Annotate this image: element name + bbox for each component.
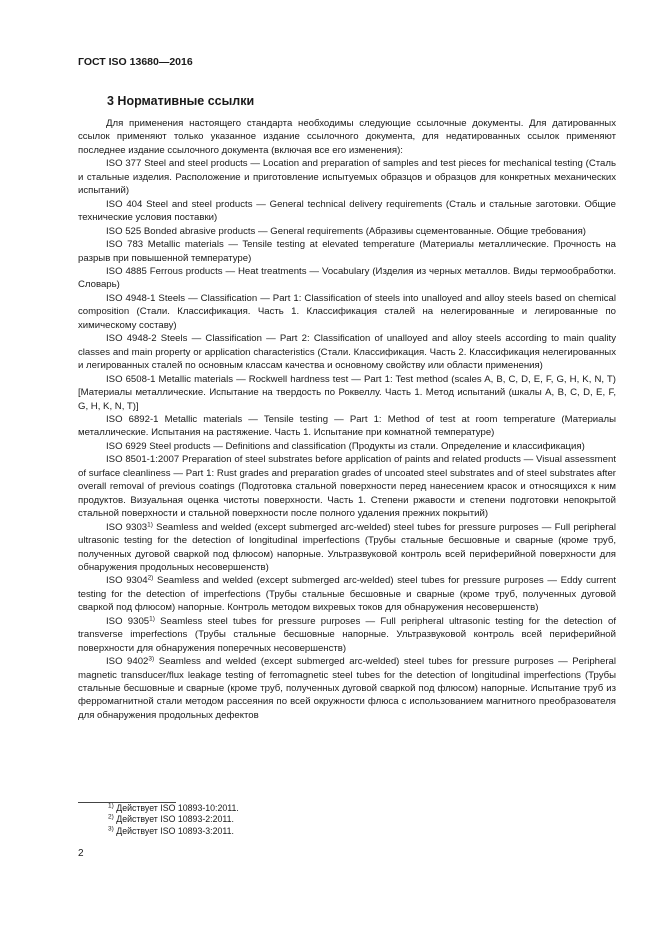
footnote-text: Действует ISO 10893-10:2011. — [116, 803, 239, 813]
reference-id: ISO 6508-1 — [106, 373, 156, 385]
reference-item — [78, 413, 616, 440]
reference-item — [78, 440, 616, 453]
reference-text: Steels — Classification — Part 1: Classification of steels into unalloyed and alloy steels based on chemical composition (Стали. Классификация. Часть 1. Классификация сталей на нелегированные и легированные по химическому составу) — [78, 292, 616, 331]
footnote-item — [108, 826, 239, 837]
reference-id: ISO 9303 — [106, 521, 148, 533]
footnote-mark: 1) — [108, 802, 114, 810]
reference-item — [78, 453, 616, 520]
reference-id: ISO 4948-2 — [106, 333, 157, 345]
footnote-mark: 3) — [108, 825, 114, 833]
reference-text: Seamless and welded (except submerged arc-welded) steel tubes for pressure purposes — Peripheral magnetic transducer/flux leakage testing of ferromagnetic steel tubes for the detection of longitudinal imperfections (Трубы стальные бесшовные и сварные (кроме труб, полученных дуговой сваркой под флюсом) напорные. Испытание труб из ферромагнитной стали методом рассеяния по всей окружности флюса с использованием магнитного преобразователя для обнаружения продольных дефектов — [78, 656, 616, 721]
reference-text: Steel and steel products — General technical delivery requirements (Сталь и стальные заготовки. Общие технические условия поставки) — [78, 198, 617, 224]
reference-id: ISO 525 — [106, 225, 142, 237]
section-body — [78, 117, 616, 722]
reference-item — [78, 225, 616, 238]
reference-item — [78, 574, 616, 614]
reference-item — [78, 332, 616, 372]
standard-header: ГОСТ ISO 13680—2016 — [78, 56, 193, 68]
footnote-marker: 1) — [147, 521, 153, 529]
reference-text: Preparation of steel substrates before application of paints and related products — Visual assessment of surface cleanliness — Part 1: Rust grades and preparation grades of uncoated steel substrates and of steel substrates after overall removal of previous coatings (Подготовка стальной поверхности перед нанесением красок и относящихся к ним продуктов. Визуальная оценка чистоты поверхности. Часть 1. Степени ржавости и степени подготовки непокрытой стальной поверхности и стальной поверхности после полного удаления прежних покрытий) — [78, 454, 616, 520]
reference-id: ISO 783 — [106, 239, 144, 251]
reference-item — [78, 655, 616, 722]
reference-id: ISO 6929 — [106, 440, 147, 452]
reference-item — [78, 615, 616, 655]
footnote-mark: 2) — [108, 813, 114, 821]
reference-id: ISO 9305 — [106, 615, 150, 627]
reference-text: Metallic materials — Rockwell hardness test — Part 1: Test method (scales A, B, C, D, E, F, G, H, K, N, T) [Материалы металлические. Испытание на твердость по Роквеллу. Часть 1. Метод испытаний (шкалы A, B, C, D, E, F, G, H, K, N, T)] — [78, 373, 616, 412]
reference-text: Bonded abrasive products — General requirements (Абразивы сцементованные. Общие требования) — [143, 225, 587, 237]
reference-text: Seamless steel tubes for pressure purposes — Full peripheral ultrasonic testing for the detection of transverse imperfections (Трубы стальные бесшовные напорные. Ультразвуковой контроль всей периферийной поверхности для обнаружения поперечных несовершенств) — [78, 615, 616, 654]
reference-text: Metallic materials — Tensile testing — Part 1: Method of test at room temperature (Материалы металлические. Испытания на растяжение. Часть 1. Испытание при комнатной температуре) — [78, 413, 616, 439]
reference-item — [78, 157, 616, 197]
reference-id: ISO 4885 — [106, 265, 147, 277]
page-number: 2 — [78, 848, 84, 859]
reference-text: Metallic materials — Tensile testing at elevated temperature (Материалы металлические. Прочность на разрыв при повышенной температуре) — [78, 239, 616, 264]
reference-item — [78, 373, 616, 413]
reference-id: ISO 9304 — [106, 575, 148, 587]
reference-list — [78, 157, 616, 722]
reference-text: Ferrous products — Heat treatments — Vocabulary (Изделия из черных металлов. Виды термообработки. Словарь) — [78, 265, 616, 291]
reference-id: ISO 4948-1 — [106, 292, 156, 304]
footnote-item — [108, 803, 239, 814]
footnote-marker: 1) — [149, 615, 155, 623]
footnotes — [108, 803, 239, 837]
reference-id: ISO 8501-1:2007 — [106, 454, 180, 466]
reference-item — [78, 265, 616, 292]
footnote-marker: 3) — [148, 655, 155, 663]
reference-text: Steel and steel products — Location and preparation of samples and test pieces for mechanical testing (Сталь и стальные изделия. Расположение и приготовление испытуемых образцов и образцов для конкретных механических испытаний) — [78, 158, 616, 197]
reference-item — [78, 198, 616, 225]
reference-text: Seamless and welded (except submerged arc-welded) steel tubes for pressure purposes — Eddy current testing for the detection of imperfections (Трубы стальные бесшовные и сварные (кроме труб, полученных дуговой сваркой под флюсом) напорные. Контроль методом вихревых токов для обнаружения несовершенств) — [78, 575, 616, 614]
reference-text: Seamless and welded (except submerged arc-welded) steel tubes for pressure purposes — Full peripheral ultrasonic testing for the detection of longitudinal imperfections (Трубы стальные бесшовные и сварные (кроме труб, полученных дуговой сваркой под флюсом) напорные. Ультразвуковой контроль всей периферийной поверхности для обнаружения продольных несовершенств) — [78, 521, 616, 573]
footnote-item — [108, 814, 239, 825]
footnote-marker: 2) — [147, 574, 154, 582]
reference-id: ISO 404 — [106, 198, 143, 210]
footnote-text: Действует ISO 10893-2:2011. — [116, 814, 234, 825]
reference-text: Steels — Classification — Part 2: Classification of unalloyed and alloy steels according to main quality classes and main property or application characteristics (Стали. Классификация. Часть 2. Классификация нелегированных и легированных сталей по основным классам качества и основному свойству или области применения) — [78, 333, 616, 372]
reference-text: Steel products — Definitions and classification (Продукты из стали. Определение и классификация) — [149, 440, 585, 452]
reference-id: ISO 6892-1 — [106, 413, 159, 425]
reference-item — [78, 292, 616, 332]
reference-item — [78, 521, 616, 575]
footnote-text: Действует ISO 10893-3:2011. — [116, 825, 234, 836]
reference-id: ISO 377 — [106, 158, 142, 170]
reference-item — [78, 238, 616, 265]
reference-id: ISO 9402 — [106, 656, 149, 668]
intro-paragraph: Для применения настоящего стандарта необходимы следующие ссылочные документы. Для датированных ссылок применяют только указанное издание ссылочного документа, для недатированных ссылок применяют последнее издание ссылочного документа (включая все его изменения): — [78, 118, 616, 156]
section-title: 3 Нормативные ссылки — [107, 94, 255, 108]
